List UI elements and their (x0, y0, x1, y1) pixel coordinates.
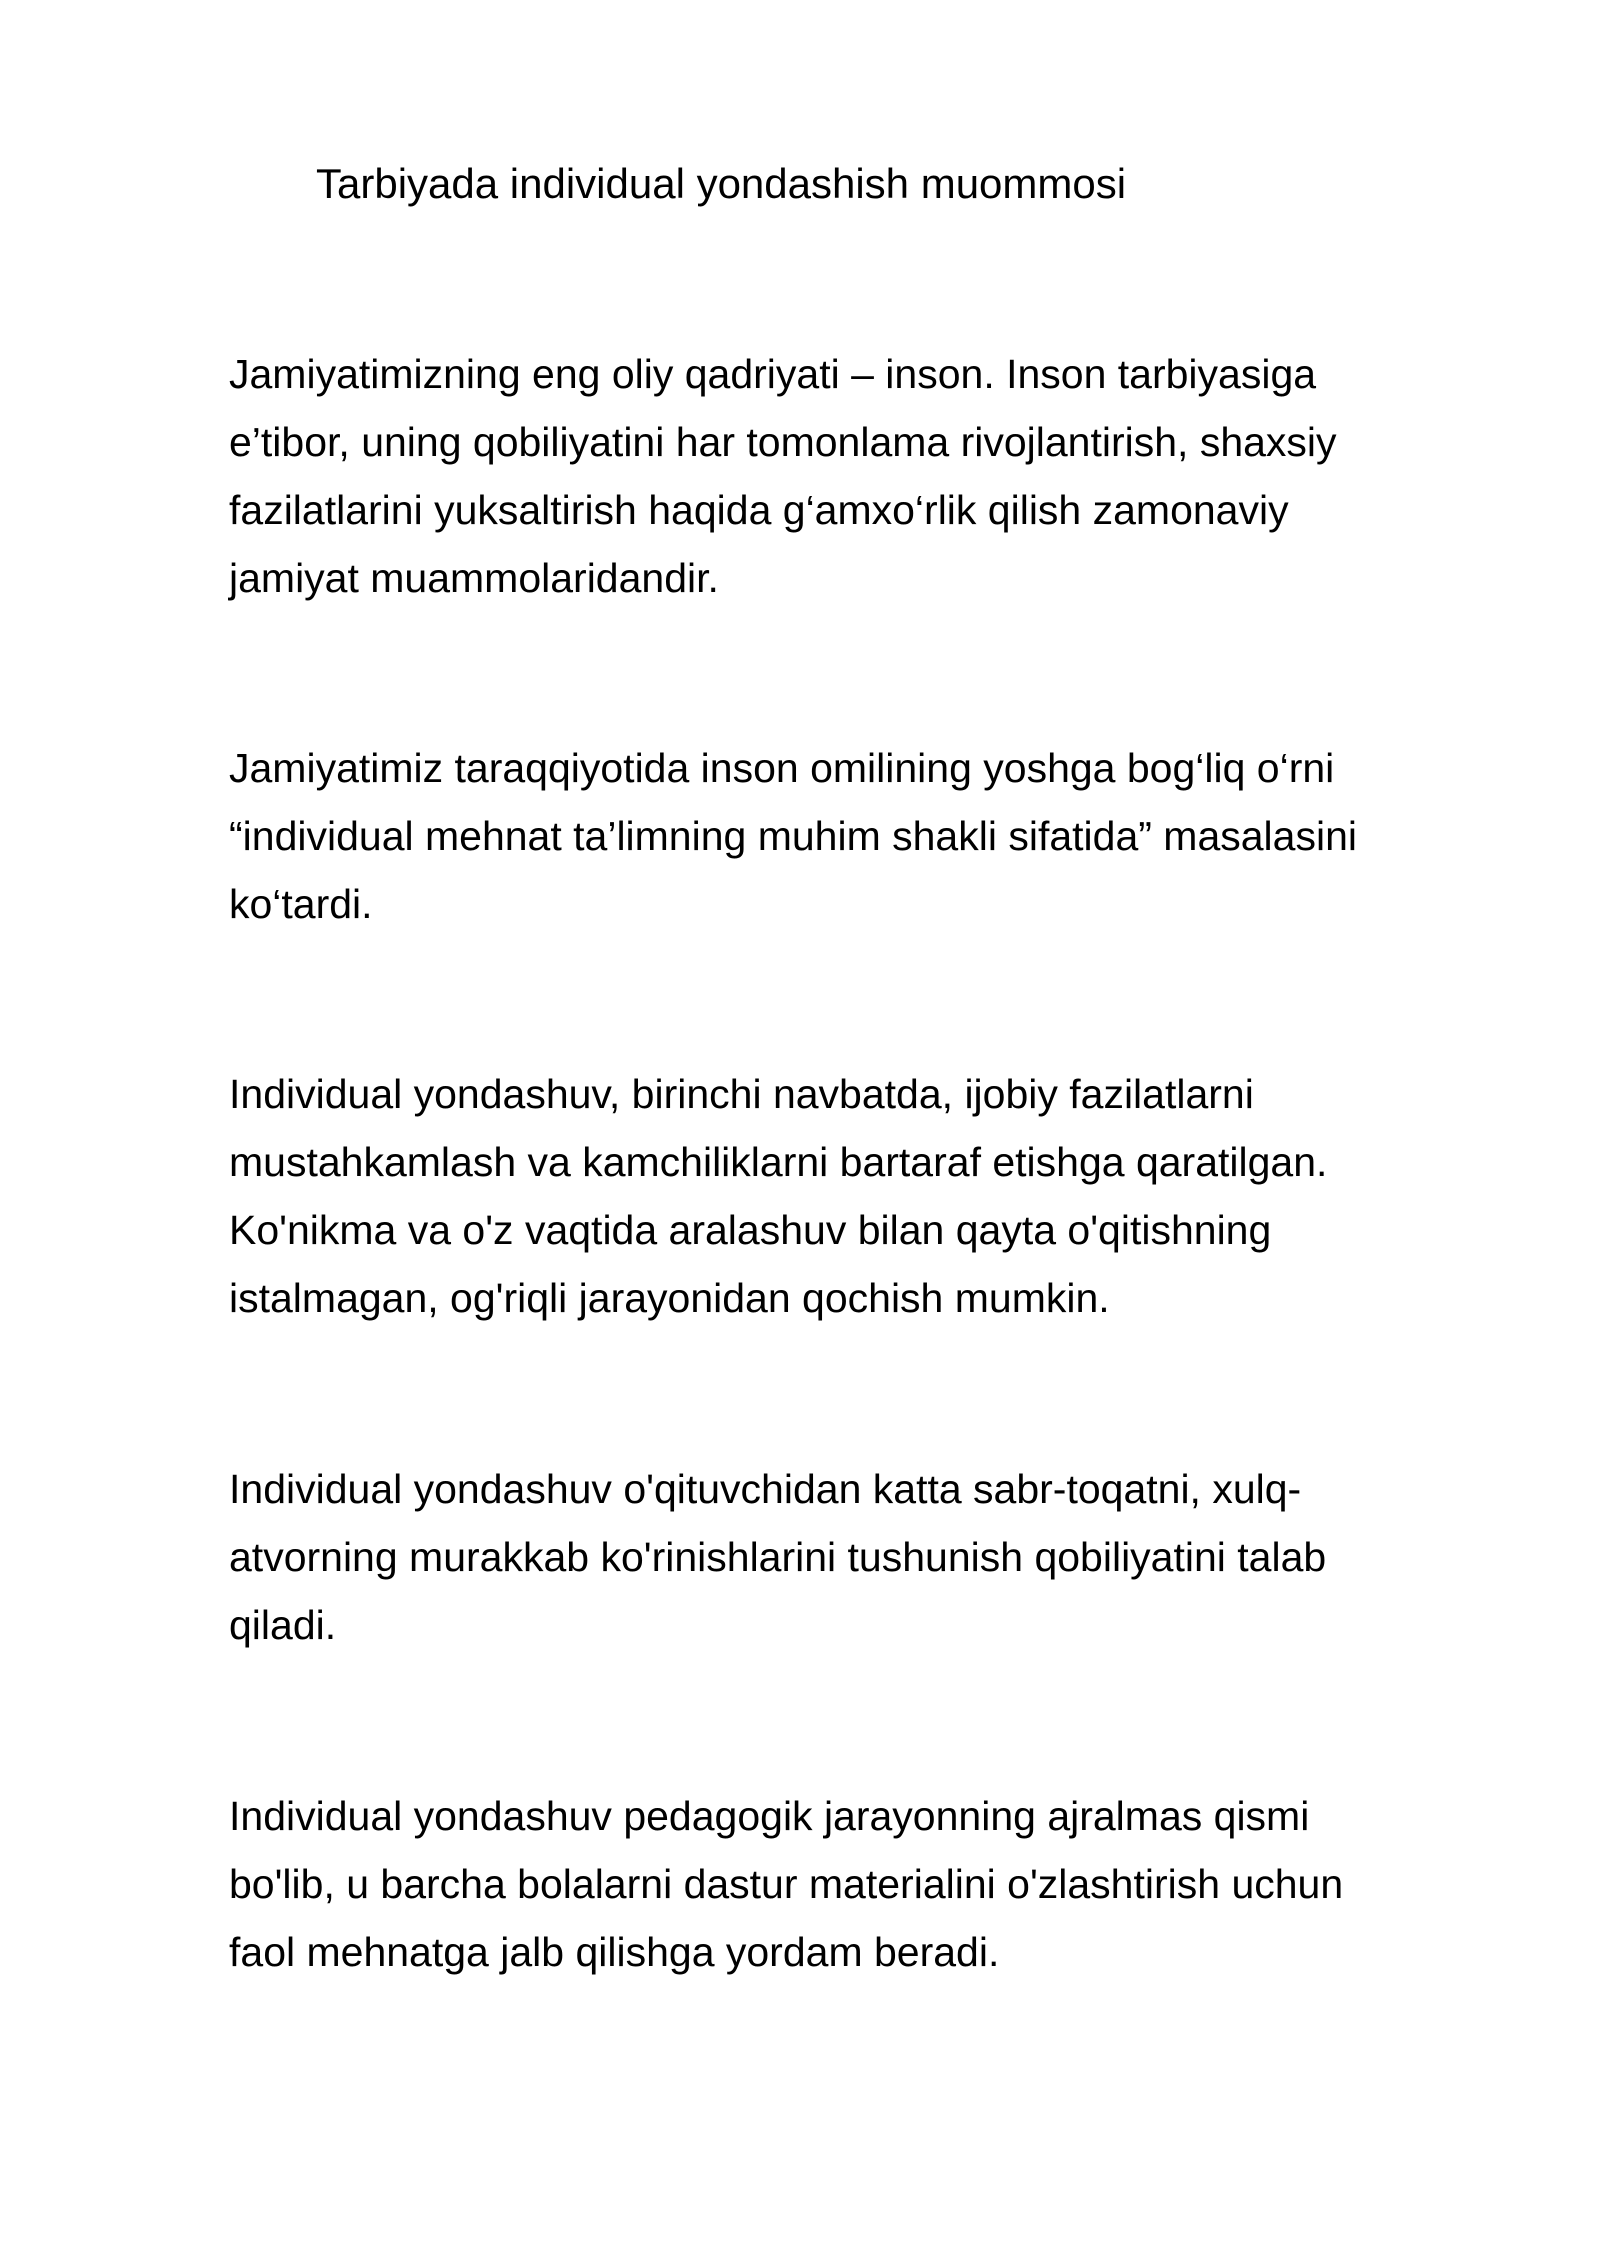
paragraph-4 (229, 1455, 1509, 1659)
paragraph-5 (229, 1782, 1509, 1986)
paragraph-line: ko‘tardi. (229, 881, 373, 927)
paragraph-3 (229, 1060, 1509, 1332)
paragraph-line: atvorning murakkab ko'rinishlarini tushunish qobiliyatini talab (229, 1534, 1327, 1580)
paragraph-line: Jamiyatimiz taraqqiyotida inson omilining yoshga bog‘liq o‘rni (229, 745, 1335, 791)
paragraph-line: faol mehnatga jalb qilishga yordam beradi. (229, 1929, 1000, 1975)
paragraph-line: jamiyat muammolaridandir. (229, 555, 719, 601)
paragraph-line: Individual yondashuv o'qituvchidan katta sabr-toqatni, xulq- (229, 1466, 1302, 1512)
paragraph-line: e’tibor, uning qobiliyatini har tomonlama rivojlantirish, shaxsiy (229, 419, 1337, 465)
paragraph-line: mustahkamlash va kamchiliklarni bartaraf etishga qaratilgan. (229, 1139, 1328, 1185)
paragraph-2 (229, 734, 1509, 938)
paragraph-line: Jamiyatimizning eng oliy qadriyati – inson. Inson tarbiyasiga (229, 351, 1317, 397)
paragraph-line: Ko'nikma va o'z vaqtida aralashuv bilan qayta o'qitishning (229, 1207, 1272, 1253)
paragraph-1 (229, 340, 1509, 612)
document-title: Tarbiyada individual yondashish muommosi (316, 160, 1127, 207)
paragraph-line: bo'lib, u barcha bolalarni dastur materialini o'zlashtirish uchun (229, 1861, 1344, 1907)
paragraph-line: Individual yondashuv pedagogik jarayonning ajralmas qismi (229, 1793, 1310, 1839)
paragraph-line: fazilatlarini yuksaltirish haqida g‘amxo‘rlik qilish zamonaviy (229, 487, 1289, 533)
paragraph-line: Individual yondashuv, birinchi navbatda, ijobiy fazilatlarni (229, 1071, 1254, 1117)
paragraph-line: qiladi. (229, 1602, 337, 1648)
paragraph-line: “individual mehnat ta’limning muhim shakli sifatida” masalasini (229, 813, 1357, 859)
paragraph-line: istalmagan, og'riqli jarayonidan qochish mumkin. (229, 1275, 1110, 1321)
